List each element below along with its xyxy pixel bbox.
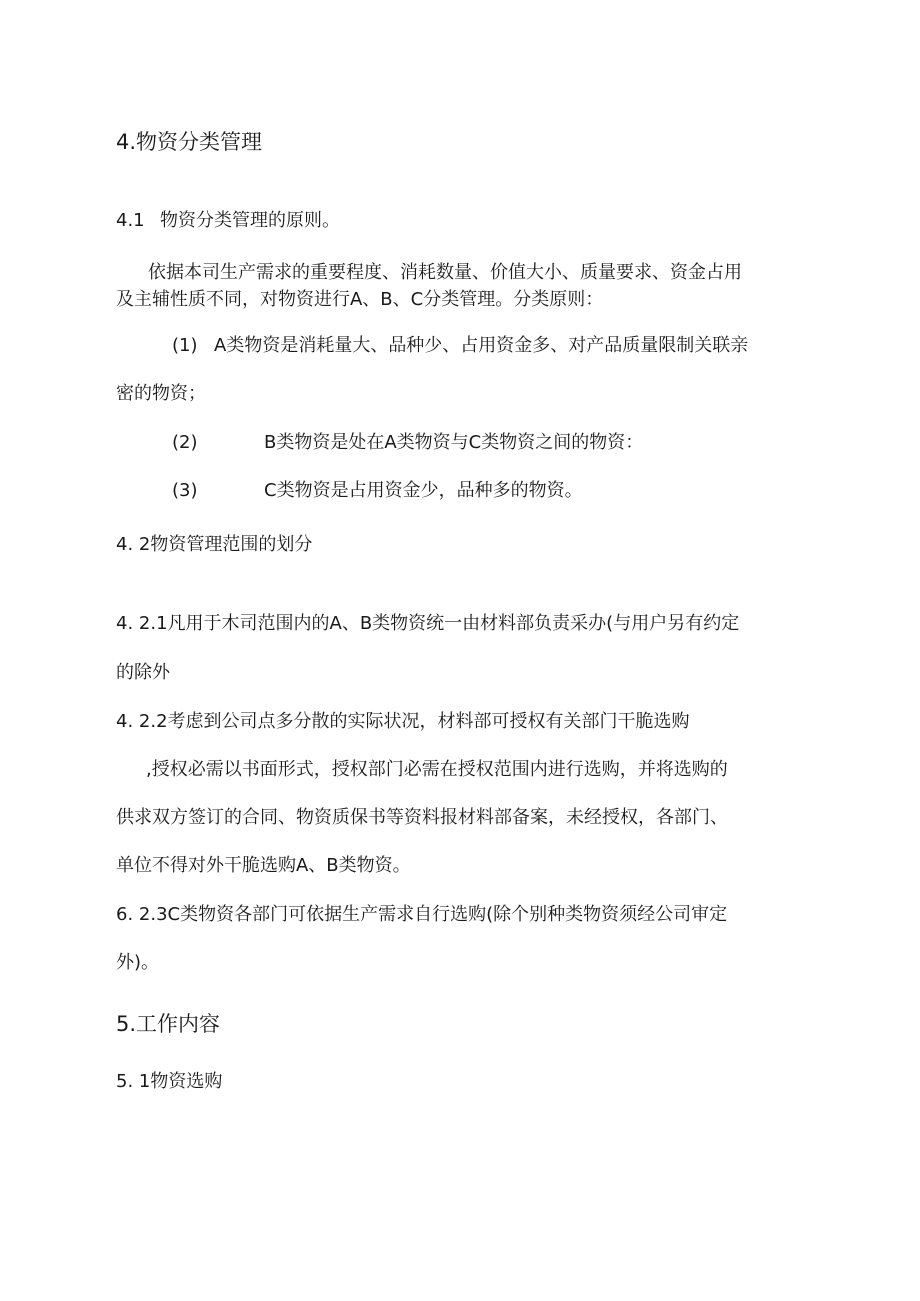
section-4-2-heading: 4. 2物资管理范围的划分 [116, 534, 313, 555]
paragraph-line: 6. 2.3C类物资各部门可依据生产需求自行选购(除个别种类物资须经公司审定 [116, 904, 728, 925]
list-item-text: 密的物资； [116, 383, 206, 404]
paragraph-line: 单位不得对外干脆选购A、B类物资。 [116, 855, 411, 876]
list-item-number: (1) [172, 335, 198, 356]
section-4-heading: 4.物资分类管理 [116, 130, 263, 154]
paragraph-line: 供求双方签订的合同、物资质保书等资料报材料部备案，未经授权，各部门、 [116, 807, 728, 828]
list-item-number: (3) [172, 480, 198, 501]
paragraph-line: 及主辅性质不同，对物资进行A、B、C分类管理。分类原则： [116, 289, 604, 310]
list-item-text: B类物资是处在A类物资与C类物资之间的物资： [264, 432, 644, 453]
section-4-1-number: 4.1 [116, 210, 145, 231]
paragraph-line: 4. 2.2考虑到公司点多分散的实际状况，材料部可授权有关部门干脆选购 [116, 711, 690, 732]
paragraph-line: 4. 2.1凡用于木司范围内的A、B类物资统一由材料部负责采办(与用户另有约定 [116, 613, 740, 634]
section-5-heading: 5.工作内容 [116, 1012, 221, 1036]
paragraph-line: 外)。 [116, 952, 160, 973]
list-item-number: (2) [172, 432, 198, 453]
list-item-text: C类物资是占用资金少，品种多的物资。 [264, 480, 583, 501]
paragraph-line: 依据本司生产需求的重要程度、消耗数量、价值大小、质量要求、资金占用 [148, 262, 742, 283]
section-4-1-heading: 物资分类管理的原则。 [160, 210, 340, 231]
paragraph-line: ,授权必需以书面形式，授权部门必需在授权范围内进行选购，并将选购的 [146, 759, 728, 780]
list-item-text: A类物资是消耗量大、品种少、占用资金多、对产品质量限制关联亲 [214, 335, 749, 356]
paragraph-line: 的除外 [116, 662, 170, 683]
section-5-1-heading: 5. 1物资选购 [116, 1071, 223, 1092]
